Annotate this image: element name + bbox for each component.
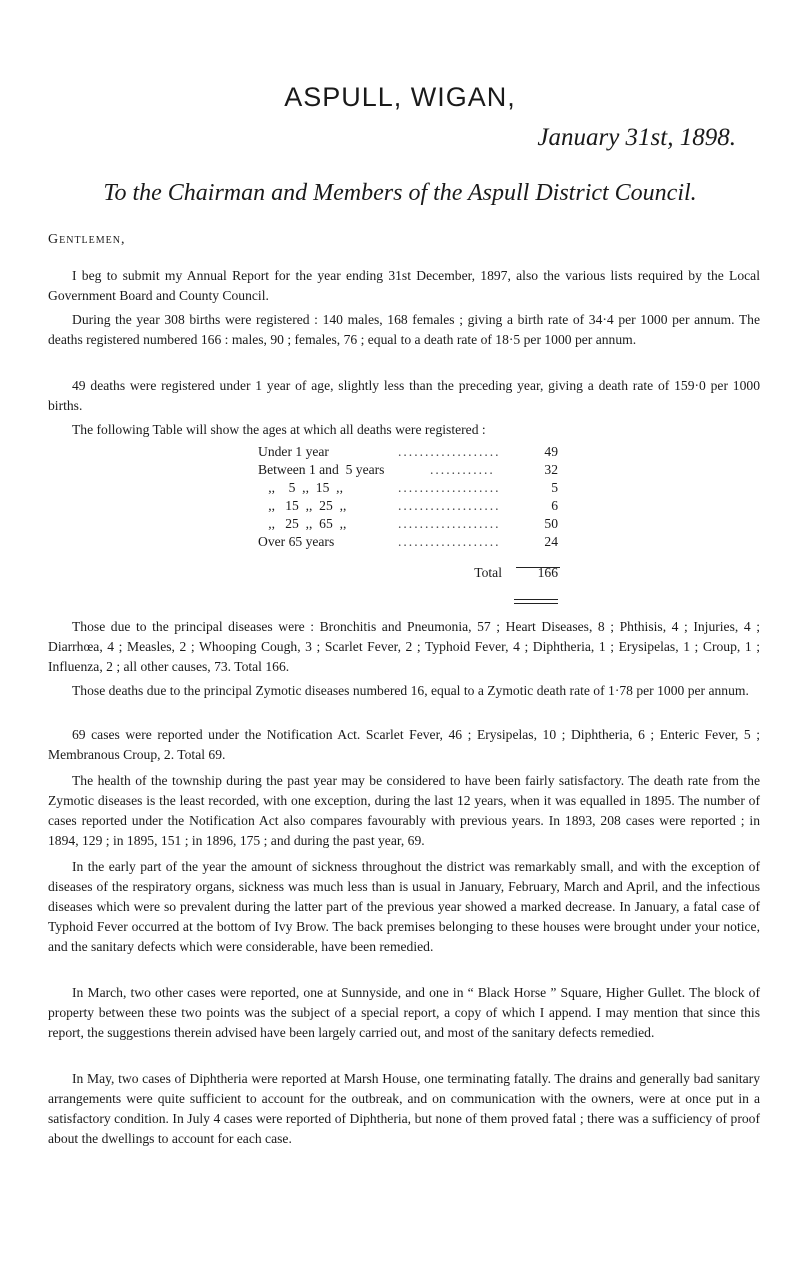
deaths-count: 24 [544, 534, 558, 549]
table-total-row [258, 561, 558, 585]
total-value: 166 [537, 565, 558, 580]
age-label: ,, 5 ,, 15 ,, [258, 480, 343, 495]
address-line: To the Chairman and Members of the Aspull District Council. [103, 180, 697, 206]
leader-dots: ................... [398, 498, 501, 513]
deaths-count: 49 [544, 444, 558, 459]
paragraph-zymotic: Those deaths due to the principal Zymotic diseases numbered 16, equal to a Zymotic death rate of 1·78 per 1000 per annum. [72, 683, 749, 698]
leader-dots: ................... [398, 444, 501, 459]
letter-date: January 31st, 1898. [537, 124, 736, 151]
table-row [258, 533, 558, 551]
deaths-count: 50 [544, 516, 558, 531]
age-label: ,, 25 ,, 65 ,, [258, 516, 347, 531]
table-row [258, 443, 558, 461]
paragraph-notification: 69 cases were reported under the Notification Act. Scarlet Fever, 46 ; Erysipelas, 10 ; Diphtheria, 6 ; Enteric Fever, 5 ; Membranous Croup, 2. Total 69. [48, 727, 760, 762]
paragraph-table-intro: The following Table will show the ages at which all deaths were registered : [72, 422, 486, 437]
table-row [258, 461, 558, 479]
paragraph-intro: I beg to submit my Annual Report for the year ending 31st December, 1897, also the various lists required by the Local Government Board and County Council. [48, 268, 760, 303]
deaths-count: 5 [551, 480, 558, 495]
table-row [258, 497, 558, 515]
paragraph-march: In March, two other cases were reported, one at Sunnyside, and one in “ Black Horse ” Square, Higher Gullet. The block of property between these two points was the subject of a special report, a copy of which I append. I may mention that since this report, the suggestions therein advised have been largely carried out, and most of the sanitary defects remedied. [48, 985, 760, 1040]
age-label: Under 1 year [258, 444, 329, 459]
age-label: Over 65 years [258, 534, 335, 549]
salutation: Gentlemen, [48, 232, 126, 247]
total-label: Total [474, 565, 502, 580]
paragraph-health: The health of the township during the past year may be considered to have been fairly satisfactory. The death rate from the Zymotic diseases is the least recorded, with one exception, during the last 12 years, when it was equalled in 1895. The number of cases reported under the Notification Act also compares favourably with previous years. In 1893, 208 cases were reported ; in 1894, 129 ; in 1895, 151 ; in 1896, 175 ; and during the past year, 69. [48, 773, 760, 848]
age-label: ,, 15 ,, 25 ,, [258, 498, 347, 513]
place-heading: ASPULL, WIGAN, [284, 82, 516, 112]
leader-dots: ................... [398, 534, 501, 549]
paragraph-may: In May, two cases of Diphtheria were reported at Marsh House, one terminating fatally. The drains and generally bad sanitary arrangements were quite sufficient to account for the outbreak, and on communication with the owners, were at once put in a satisfactory condition. In July 4 cases were reported of Diphtheria, but none of them proved fatal ; there was a sufficiency of proof about the dwellings to account for each case. [48, 1071, 760, 1146]
leader-dots: ................... [398, 480, 501, 495]
table-row [258, 479, 558, 497]
paragraph-early-year: In the early part of the year the amount of sickness throughout the district was remarkably small, and with the exception of diseases of the respiratory organs, sickness was much less than is usual in January, February, March and April, and the infectious diseases which were so prevalent during the latter part of the previous year showed a marked decrease. In January, a fatal case of Typhoid Fever occurred at the bottom of Ivy Brow. The back premises belonging to these houses were brought under your notice, and the sanitary defects which were considerable, have been remedied. [48, 859, 760, 954]
leader-dots: ............ [430, 462, 495, 477]
paragraph-principal-diseases: Those due to the principal diseases were : Bronchitis and Pneumonia, 57 ; Heart Diseases, 8 ; Phthisis, 4 ; Injuries, 4 ; Diarrhœa, 4 ; Measles, 2 ; Whooping Cough, 3 ; Scarlet Fever, 2 ; Typhoid Fever, 4 ; Diphtheria, 1 ; Erysipelas, 1 ; Croup, 1 ; Influenza, 2 ; all other causes, 73. Total 166. [48, 619, 760, 674]
paragraph-infant-deaths: 49 deaths were registered under 1 year of age, slightly less than the preceding year, giving a death rate of 159·0 per 1000 births. [48, 378, 760, 413]
deaths-count: 32 [544, 462, 558, 477]
age-label: Between 1 and 5 years [258, 462, 385, 477]
double-rule [514, 599, 558, 604]
deaths-count: 6 [551, 498, 558, 513]
paragraph-births-deaths: During the year 308 births were registered : 140 males, 168 females ; giving a birth rate of 34·4 per 1000 per annum. The deaths registered numbered 166 : males, 90 ; females, 76 ; equal to a death rate of 18·5 per 1000 per annum. [48, 312, 760, 347]
table-row [258, 515, 558, 533]
leader-dots: ................... [398, 516, 501, 531]
ages-table [258, 443, 558, 585]
